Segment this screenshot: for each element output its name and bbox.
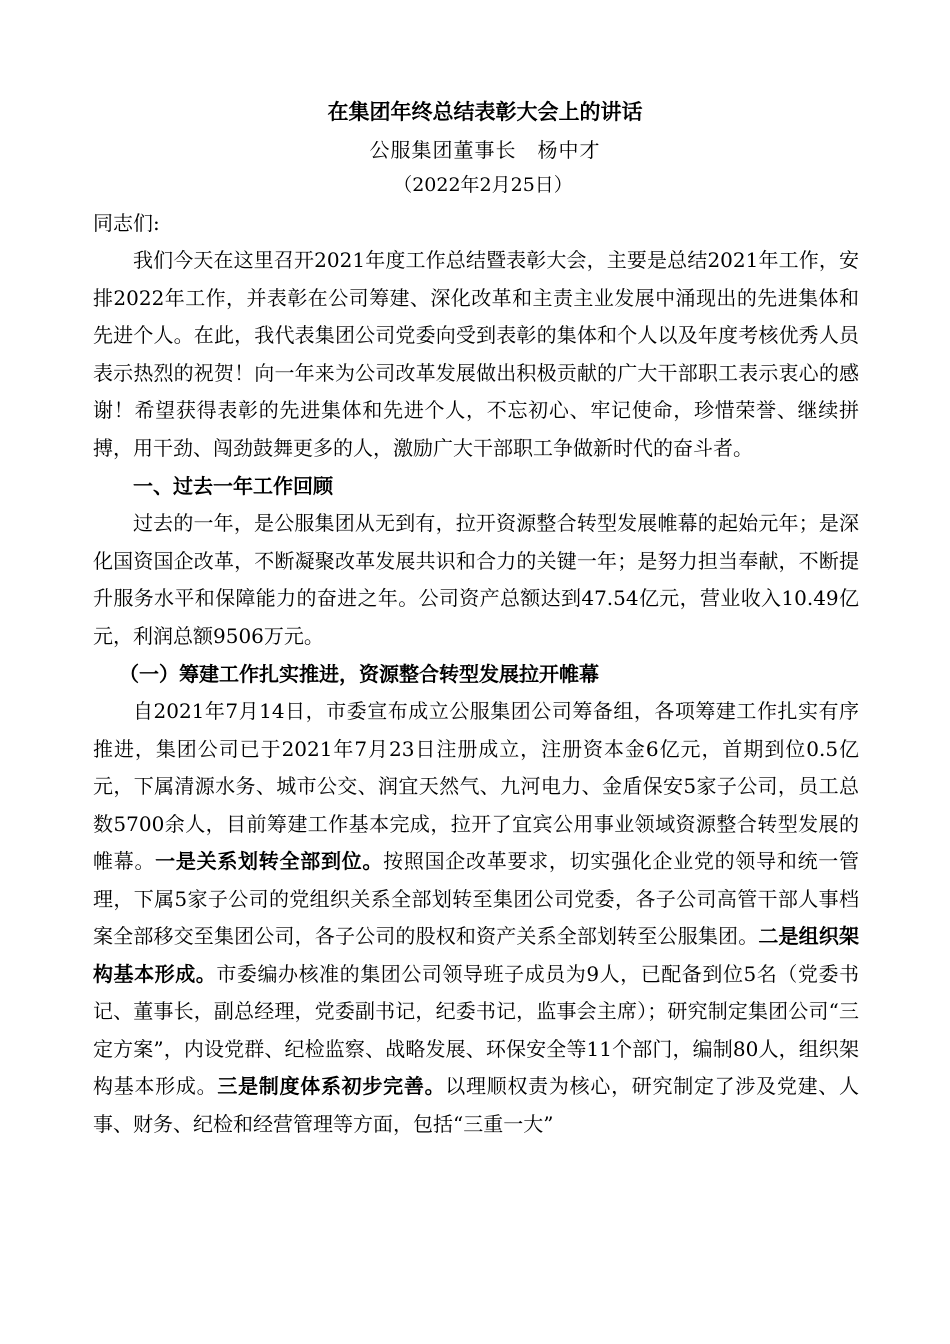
key-point-2: 二是组织架构基本形成。 xyxy=(93,924,860,986)
key-point-3: 三是制度体系初步完善。 xyxy=(217,1074,446,1098)
key-point-1: 一是关系划转全部到位。 xyxy=(155,849,384,873)
paragraph-text: 按照国企改革要求，切实强化企业党的领导和统一管理，下属5家子公司的党组织关系全部划转至集团公司党委，各子公司高管干部人事档案全部移交至集团公司，各子公司的股权和资产关系全部划转至公服集团。 xyxy=(93,849,860,948)
intro-paragraph: 我们今天在这里召开2021年度工作总结暨表彰大会，主要是总结2021年工作，安排2022年工作，并表彰在公司筹建、深化改革和主责主业发展中涌现出的先进集体和先进个人。在此，我代表集团公司党委向受到表彰的集体和个人以及年度考核优秀人员表示热烈的祝贺！向一年来为公司改革发展做出积极贡献的广大干部职工表示衷心的感谢！希望获得表彰的先进集体和先进个人，不忘初心、牢记使命，珍惜荣誉、继续拼搏，用干劲、闯劲鼓舞更多的人，激励广大干部职工争做新时代的奋斗者。 xyxy=(93,248,859,460)
paragraph-text: 市委编办核准的集团公司领导班子成员为9人，已配备到位5名（党委书记、董事长，副总经理，党委副书记，纪委书记，监事会主席）；研究制定集团公司“三定方案”，内设党群、纪检监察、战略发展、环保安全等11个部门，编制80人，组织架构基本形成。 xyxy=(93,961,860,1098)
subsection-heading: （一）筹建工作扎实推进，资源整合转型发展拉开帷幕 xyxy=(119,662,599,686)
subsection-paragraph xyxy=(93,693,859,1143)
document-author: 公服集团董事长 杨中才 xyxy=(369,138,601,162)
document-title: 在集团年终总结表彰大会上的讲话 xyxy=(327,99,643,124)
section-review-paragraph: 过去的一年，是公服集团从无到有，拉开资源整合转型发展帷幕的起始元年；是深化国资国企改革，不断凝聚改革发展共识和合力的关键一年；是努力担当奉献，不断提升服务水平和保障能力的奋进之年。公司资产总额达到47.54亿元，营业收入10.49亿元，利润总额9506万元。 xyxy=(93,511,859,648)
paragraph-text: 以理顺权责为核心，研究制定了涉及党建、人事、财务、纪检和经营管理等方面，包括“三重一大” xyxy=(93,1074,860,1136)
document-date: （2022年2月25日） xyxy=(393,174,573,196)
salutation: 同志们: xyxy=(93,211,160,235)
document-page xyxy=(93,92,859,1143)
paragraph-text: 自2021年7月14日，市委宣布成立公服集团公司筹备组，各项筹建工作扎实有序推进，集团公司已于2021年7月23日注册成立，注册资本金6亿元，首期到位0.5亿元，下属清源水务、城市公交、润宜天然气、九河电力、金盾保安5家子公司，员工总数5700余人，目前筹建工作基本完成，拉开了宜宾公用事业领域资源整合转型发展的帷幕。 xyxy=(93,699,859,873)
section-heading: 一、过去一年工作回顾 xyxy=(133,474,333,498)
